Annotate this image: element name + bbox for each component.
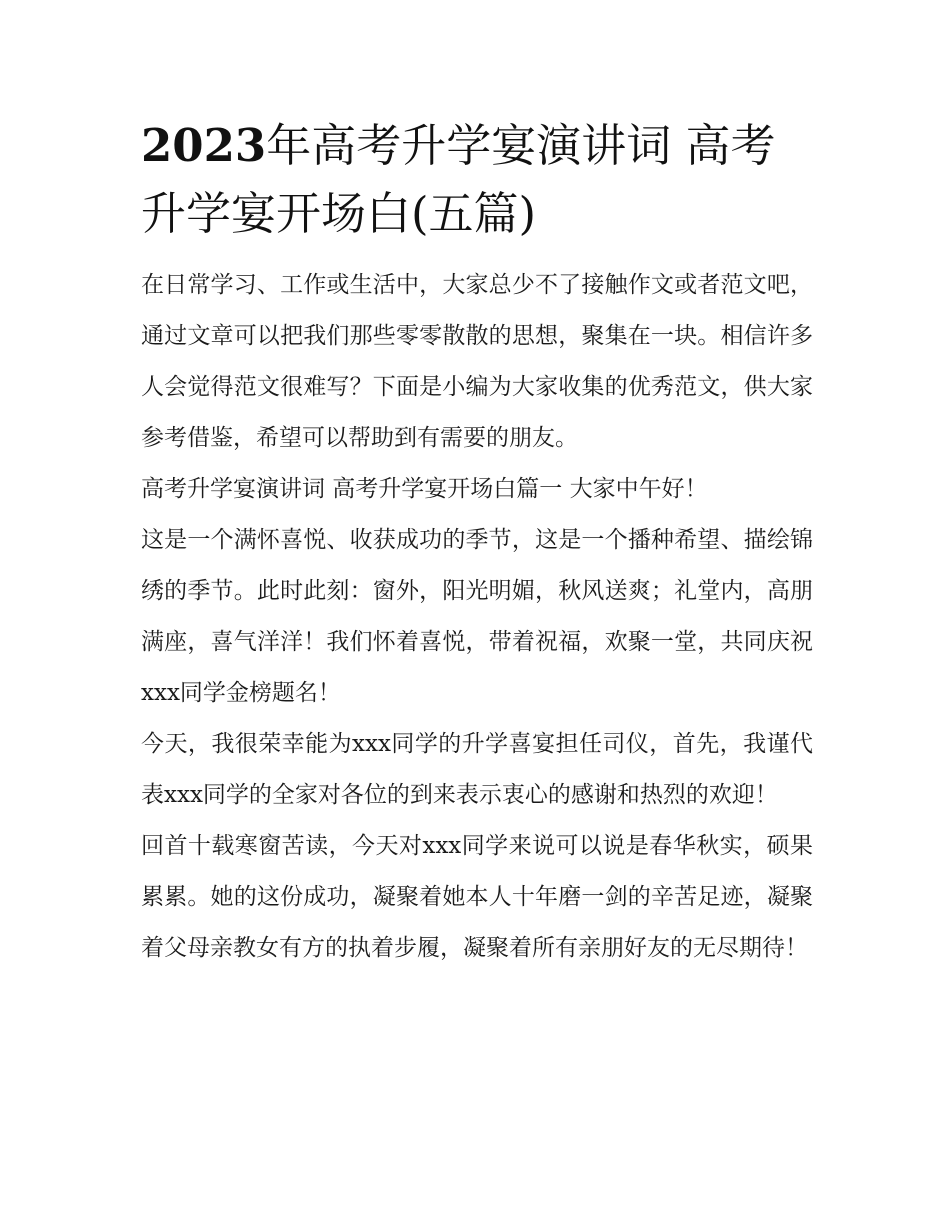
paragraph-host: 今天，我很荣幸能为xxx同学的升学喜宴担任司仪，首先，我谨代表xxx同学的全家对各位的到来表示衷心的感谢和热烈的欢迎！ [141,731,813,808]
title-year: 2023 [141,119,267,172]
title-text: 年高考升学宴演讲词 高考升学宴开场白(五篇) [141,119,776,240]
paragraph-intro: 在日常学习、工作或生活中，大家总少不了接触作文或者范文吧，通过文章可以把我们那些零零散散的思想，聚集在一块。相信许多人会觉得范文很难写？下面是小编为大家收集的优秀范文，供大家参考借鉴，希望可以帮助到有需要的朋友。 [141,272,813,451]
page-title [141,112,813,248]
paragraph-heading: 高考升学宴演讲词 高考升学宴开场白篇一 大家中午好！ [141,476,708,502]
paragraph-review: 回首十载寒窗苦读，今天对xxx同学来说可以说是春华秋实，硕果累累。她的这份成功，凝聚着她本人十年磨一剑的辛苦足迹，凝聚着父母亲教女有方的执着步履，凝聚着所有亲朋好友的无尽期待！ [141,833,813,961]
document-body [141,112,813,974]
paragraph-season: 这是一个满怀喜悦、收获成功的季节，这是一个播种希望、描绘锦绣的季节。此时此刻：窗外，阳光明媚，秋风送爽；礼堂内，高朋满座，喜气洋洋！我们怀着喜悦，带着祝福，欢聚一堂，共同庆祝xxx同学金榜题名！ [141,527,813,706]
